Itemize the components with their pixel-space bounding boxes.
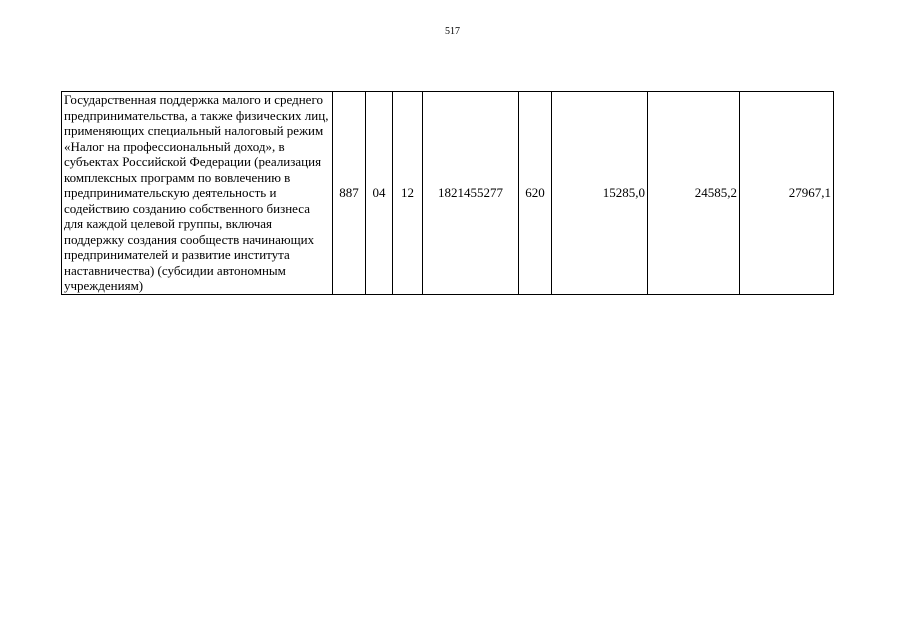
amount-year-2-cell: 24585,2 — [648, 92, 740, 295]
subsection-code-cell: 12 — [393, 92, 423, 295]
amount-year-3-cell: 27967,1 — [740, 92, 834, 295]
expense-type-cell: 620 — [519, 92, 552, 295]
amount-year-1-cell: 15285,0 — [552, 92, 648, 295]
table-row — [62, 92, 834, 295]
page-number: 517 — [445, 26, 460, 37]
expense-description-cell: Государственная поддержка малого и среднего предпринимательства, а также физических лиц, применяющих специальный налоговый режим «Налог на профессиональный доход», в субъектах Российской Федерации (реализация комплексных программ по вовлечению в предпринимательскую деятельность и содействию созданию собственного бизнеса для каждой целевой группы, включая поддержку создания сообществ начинающих предпринимателей и развитие института наставничества) (субсидии автономным учреждениям) — [62, 92, 333, 295]
target-article-cell: 1821455277 — [423, 92, 519, 295]
section-code-cell: 04 — [366, 92, 393, 295]
budget-table — [61, 91, 834, 295]
ministry-code-cell: 887 — [333, 92, 366, 295]
